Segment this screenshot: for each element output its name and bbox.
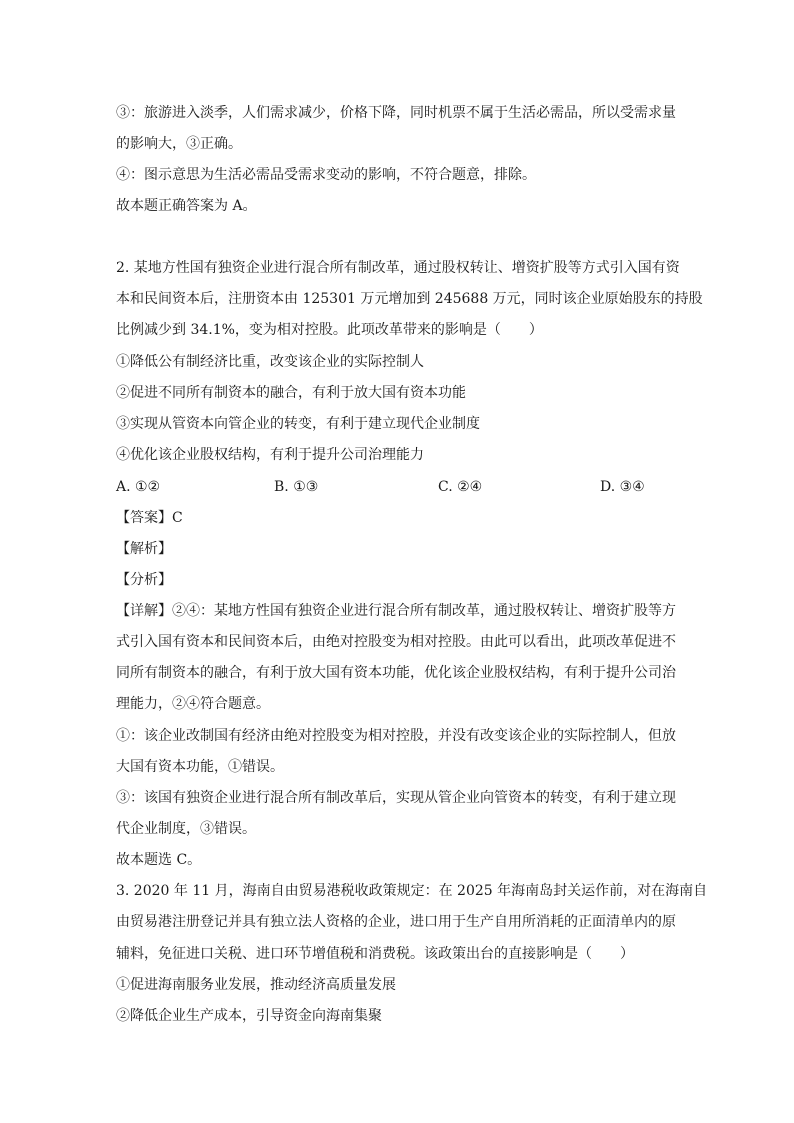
q2-option-b: B. ①③ — [274, 479, 319, 495]
q2-statement-4: ④优化该企业股权结构，有利于提升公司治理能力 — [116, 447, 424, 463]
q2-option-d: D. ③④ — [600, 479, 645, 495]
q3-statement-2: ②降低企业生产成本，引导资金向海南集聚 — [116, 1008, 382, 1024]
q2-wrong3-line1: ③：该国有独资企业进行混合所有制改革后，实现从管企业向管资本的转变，有利于建立现 — [116, 790, 676, 806]
q2-conclusion: 故本题选 C。 — [116, 852, 202, 868]
q3-statement-1: ①促进海南服务业发展，推动经济高质量发展 — [116, 977, 396, 993]
prev-item3-line1: ③：旅游进入淡季，人们需求减少，价格下降，同时机票不属于生活必需品，所以受需求量 — [116, 105, 676, 121]
q2-stem-line1: 2. 某地方性国有独资企业进行混合所有制改革，通过股权转让、增资扩股等方式引入国有资 — [116, 260, 680, 276]
prev-item3-line2: 的影响大，③正确。 — [116, 136, 242, 152]
q2-stem-line2: 本和民间资本后，注册资本由 125301 万元增加到 245688 万元，同时该企业原始股东的持股 — [116, 291, 703, 307]
q2-statement-1: ①降低公有制经济比重，改变该企业的实际控制人 — [116, 354, 424, 370]
q2-stem-line3: 比例减少到 34.1%，变为相对控股。此项改革带来的影响是（ ） — [116, 322, 543, 338]
q2-option-a: A. ①② — [116, 479, 161, 495]
q2-detail-line1: 【详解】②④：某地方性国有独资企业进行混合所有制改革，通过股权转让、增资扩股等方 — [116, 603, 676, 619]
q3-stem-line3: 辅料，免征进口关税、进口环节增值税和消费税。该政策出台的直接影响是（ ） — [116, 946, 634, 962]
q2-statement-3: ③实现从管资本向管企业的转变，有利于建立现代企业制度 — [116, 416, 480, 432]
q2-answer: 【答案】C — [116, 510, 183, 526]
q2-statement-2: ②促进不同所有制资本的融合，有利于放大国有资本功能 — [116, 385, 466, 401]
q3-stem-line1: 3. 2020 年 11 月，海南自由贸易港税收政策规定：在 2025 年海南岛封关运作前，对在海南自 — [116, 883, 708, 899]
q2-wrong1-line1: ①：该企业改制国有经济由绝对控股变为相对控股，并没有改变该企业的实际控制人，但放 — [116, 728, 676, 744]
q2-wrong3-line2: 代企业制度，③错误。 — [116, 821, 256, 837]
prev-conclusion: 故本题正确答案为 A。 — [116, 198, 257, 214]
q2-detail-line4: 理能力，②④符合题意。 — [116, 696, 270, 712]
q2-wrong1-line2: 大国有资本功能，①错误。 — [116, 759, 284, 775]
q2-analysis-sub: 【分析】 — [116, 572, 172, 588]
q3-stem-line2: 由贸易港注册登记并具有独立法人资格的企业，进口用于生产自用所消耗的正面清单内的原 — [116, 914, 676, 930]
q2-option-c: C. ②④ — [438, 479, 483, 495]
q2-analysis-heading: 【解析】 — [116, 541, 172, 557]
q2-detail-line3: 同所有制资本的融合，有利于放大国有资本功能，优化该企业股权结构，有利于提升公司治 — [116, 665, 676, 681]
prev-item4: ④：图示意思为生活必需品受需求变动的影响，不符合题意，排除。 — [116, 167, 536, 183]
q2-detail-line2: 式引入国有资本和民间资本后，由绝对控股变为相对控股。由此可以看出，此项改革促进不 — [116, 634, 676, 650]
